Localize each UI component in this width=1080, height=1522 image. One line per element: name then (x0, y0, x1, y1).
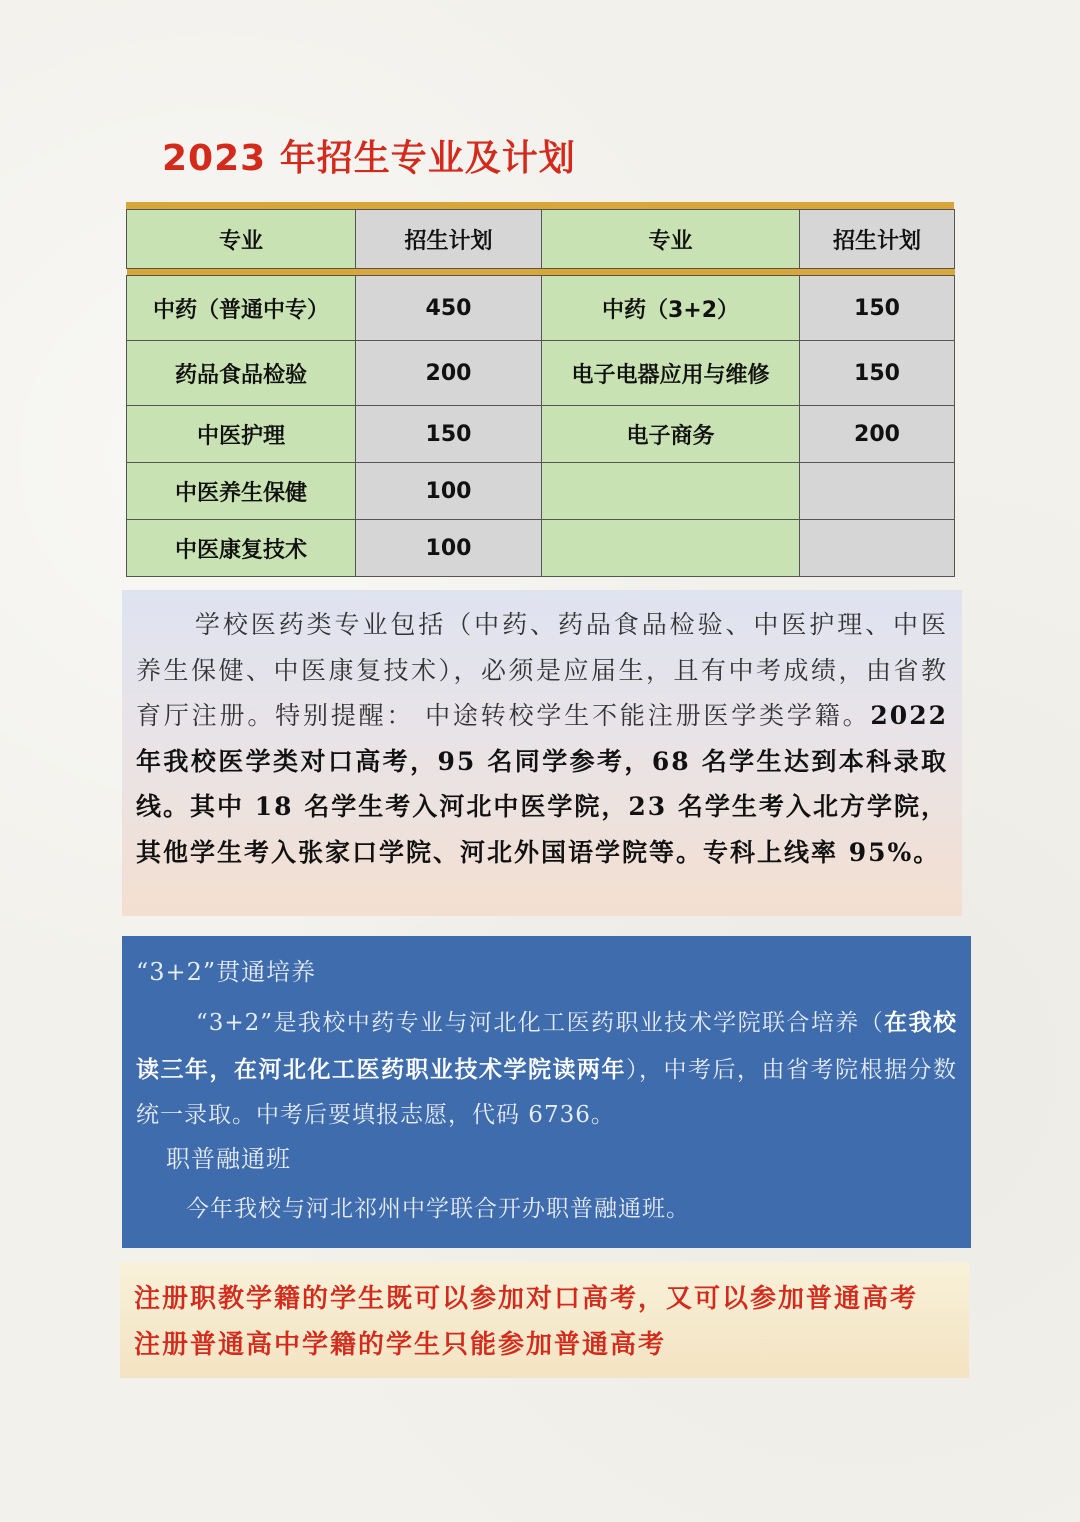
enrollment-table (126, 202, 954, 577)
header-major: 专业 (127, 210, 356, 269)
plan-cell: 200 (800, 406, 955, 463)
plan-cell: 150 (800, 276, 955, 341)
major-cell: 中医养生保健 (127, 463, 356, 520)
major-cell: 中医康复技术 (127, 520, 356, 577)
major-cell (542, 520, 800, 577)
program-info-box (122, 936, 971, 1248)
major-cell: 中医护理 (127, 406, 356, 463)
header-divider (127, 269, 955, 276)
notice-line: 注册职教学籍的学生既可以参加对口高考，又可以参加普通高考 (134, 1284, 919, 1314)
table-row (127, 276, 955, 341)
table-row (127, 341, 955, 406)
header-plan: 招生计划 (356, 210, 542, 269)
program-text-end: ），中考后，由省考院根据分数统一录取。中考后要填报志愿，代码 6736。 (136, 1056, 957, 1128)
plan-cell (800, 520, 955, 577)
notice-line: 注册普通高中学籍的学生只能参加普通高考 (134, 1330, 667, 1360)
major-cell: 中药（3+2） (542, 276, 800, 341)
plan-cell: 150 (800, 341, 955, 406)
major-cell: 药品食品检验 (127, 341, 356, 406)
integration-paragraph: 今年我校与河北祁州中学联合开办职普融通班。 (186, 1195, 690, 1222)
page-title: 2023 年招生专业及计划 (162, 138, 576, 179)
major-cell: 电子商务 (542, 406, 800, 463)
exam-results-text: 2022 年我校医学类对口高考，95 名同学参考，68 名学生达到本科录取线。其中 18 名学生考入河北中医学院，23 名学生考入北方学院，其他学生考入张家口学院、河北外国语学院等。专科上线率 95%。 (136, 701, 948, 867)
table-row (127, 406, 955, 463)
table-top-rule (126, 202, 954, 209)
program-paragraph (136, 1000, 957, 1139)
major-cell: 电子电器应用与维修 (542, 341, 800, 406)
program-text-bold: 在我校读三年，在河北化工医药职业技术学院读两年 (136, 1009, 957, 1083)
program-text-start: “3+2”是我校中药专业与河北化工医药职业技术学院联合培养（ (196, 1010, 885, 1036)
plan-cell (800, 463, 955, 520)
plan-cell: 100 (356, 520, 542, 577)
plan-cell: 200 (356, 341, 542, 406)
plan-cell: 150 (356, 406, 542, 463)
header-major: 专业 (542, 210, 800, 269)
medical-info-box (122, 590, 962, 916)
notice-box (120, 1262, 969, 1378)
program-subtitle: “3+2”贯通培养 (136, 958, 317, 986)
table-row (127, 463, 955, 520)
header-plan: 招生计划 (800, 210, 955, 269)
table-header-row (127, 210, 955, 269)
major-cell (542, 463, 800, 520)
medical-info-text: 学校医药类专业包括（中药、药品食品检验、中医护理、中医养生保健、中医康复技术），必须是应届生，且有中考成绩，由省教育厅注册。特别提醒： 中途转校学生不能注册医学类学籍。 (136, 610, 948, 730)
major-cell: 中药（普通中专） (127, 276, 356, 341)
plan-cell: 450 (356, 276, 542, 341)
table-row (127, 520, 955, 577)
plan-cell: 100 (356, 463, 542, 520)
integration-subtitle: 职普融通班 (166, 1144, 291, 1173)
